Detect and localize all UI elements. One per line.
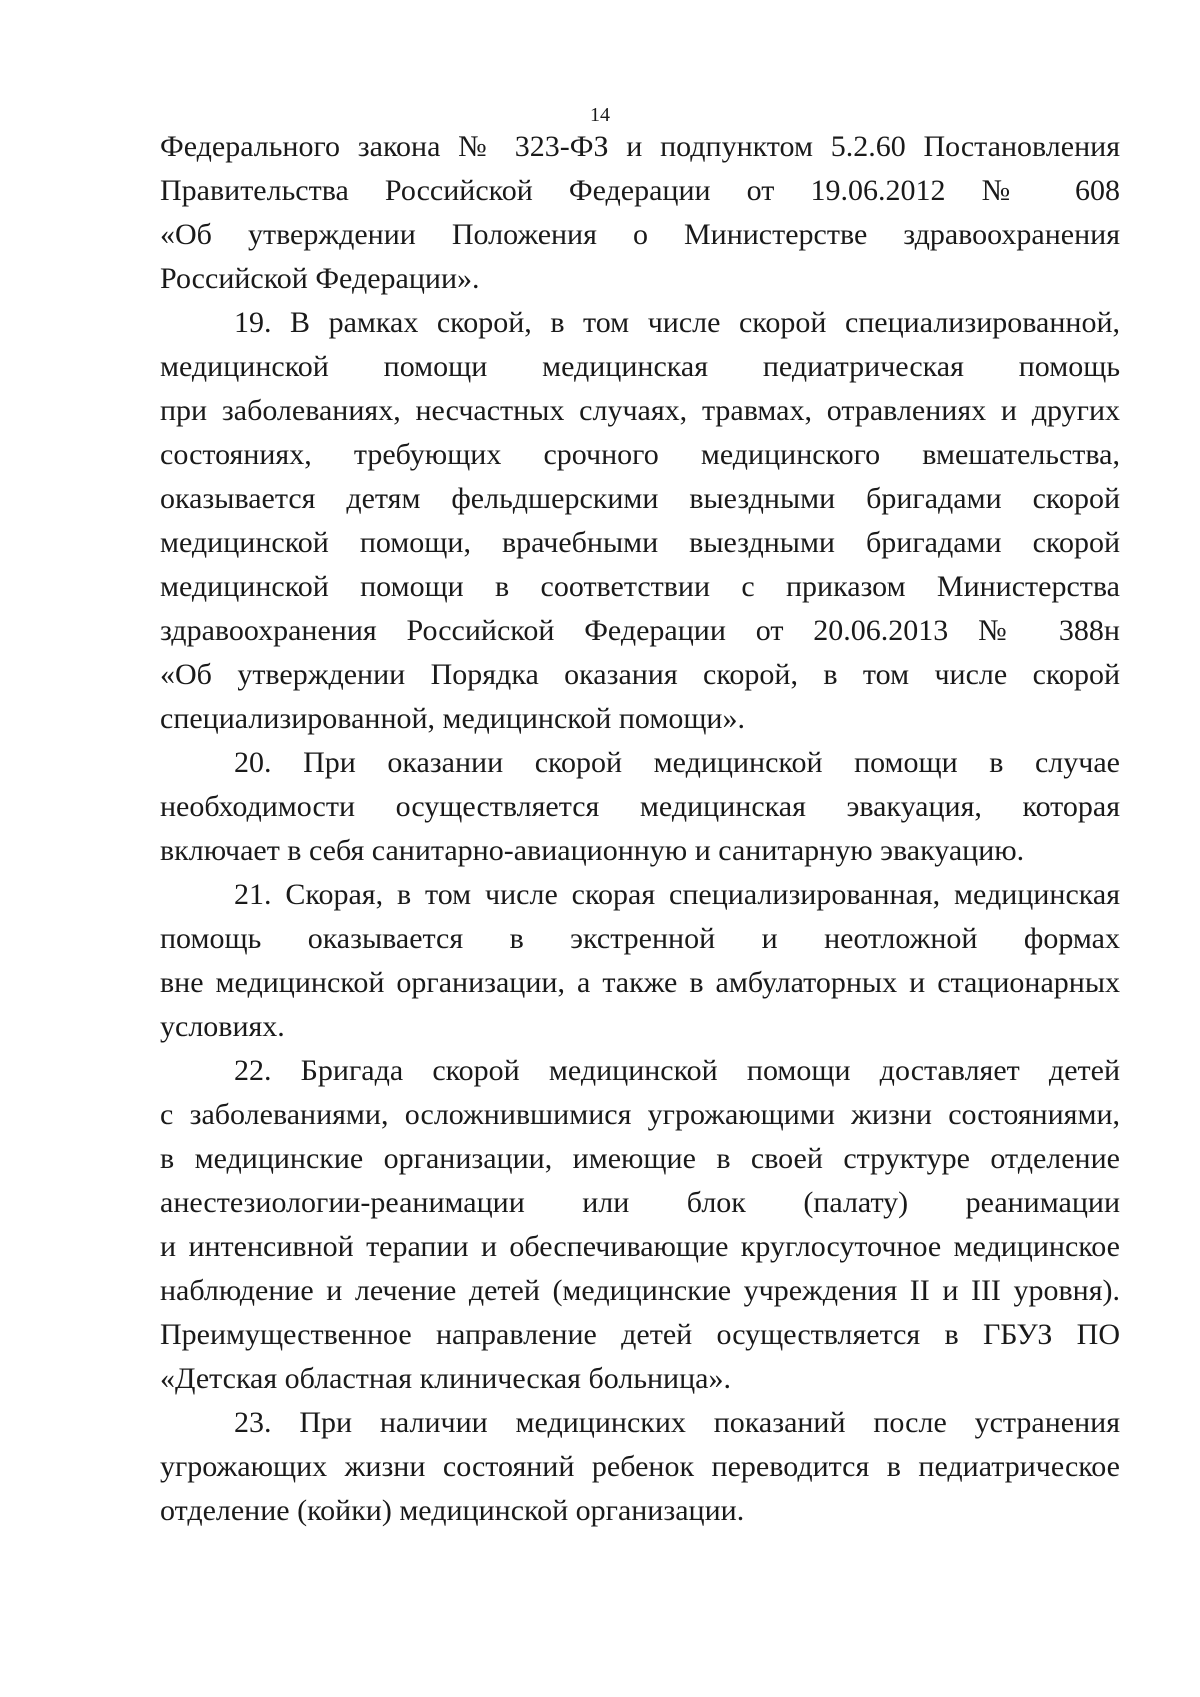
text-line: 21. Скорая, в том числе скорая специализированная, медицинская bbox=[234, 878, 1120, 911]
text-line: Правительства Российской Федерации от 19.06.2012 № 608 bbox=[160, 174, 1120, 207]
text-line: с заболеваниями, осложнившимися угрожающими жизни состояниями, bbox=[160, 1098, 1120, 1131]
paragraph-p-cont bbox=[160, 125, 1120, 301]
text-line: отделение (койки) медицинской организации. bbox=[160, 1494, 745, 1527]
text-line: Федерального закона № 323-ФЗ и подпунктом 5.2.60 Постановления bbox=[160, 130, 1120, 163]
text-line: условиях. bbox=[160, 1010, 285, 1043]
page-number: 14 bbox=[590, 104, 610, 126]
paragraph-p-19 bbox=[160, 301, 1120, 741]
text-line: и интенсивной терапии и обеспечивающие круглосуточное медицинское bbox=[160, 1230, 1120, 1263]
text-line: «Об утверждении Положения о Министерстве здравоохранения bbox=[160, 218, 1120, 251]
paragraph-p-21 bbox=[160, 873, 1120, 1049]
text-line: 23. При наличии медицинских показаний после устранения bbox=[234, 1406, 1120, 1439]
text-line: необходимости осуществляется медицинская эвакуация, которая bbox=[160, 790, 1120, 823]
paragraph-p-22 bbox=[160, 1049, 1120, 1401]
paragraph-p-23 bbox=[160, 1401, 1120, 1533]
text-line: помощь оказывается в экстренной и неотложной формах bbox=[160, 922, 1120, 955]
text-line: специализированной, медицинской помощи». bbox=[160, 702, 745, 735]
text-line: 22. Бригада скорой медицинской помощи доставляет детей bbox=[234, 1054, 1120, 1087]
text-line: «Об утверждении Порядка оказания скорой, в том числе скорой bbox=[160, 658, 1120, 691]
text-line: наблюдение и лечение детей (медицинские учреждения II и III уровня). bbox=[160, 1274, 1120, 1307]
text-line: медицинской помощи в соответствии с приказом Министерства bbox=[160, 570, 1120, 603]
document-body bbox=[160, 125, 1120, 1533]
text-line: анестезиологии-реанимации или блок (палату) реанимации bbox=[160, 1186, 1120, 1219]
text-line: в медицинские организации, имеющие в своей структуре отделение bbox=[160, 1142, 1120, 1175]
paragraph-p-20 bbox=[160, 741, 1120, 873]
text-line: 19. В рамках скорой, в том числе скорой специализированной, bbox=[234, 306, 1120, 339]
text-line: угрожающих жизни состояний ребенок переводится в педиатрическое bbox=[160, 1450, 1120, 1483]
text-line: Преимущественное направление детей осуществляется в ГБУЗ ПО bbox=[160, 1318, 1120, 1351]
text-line: при заболеваниях, несчастных случаях, травмах, отравлениях и других bbox=[160, 394, 1120, 427]
text-line: здравоохранения Российской Федерации от 20.06.2013 № 388н bbox=[160, 614, 1120, 647]
text-line: «Детская областная клиническая больница». bbox=[160, 1362, 731, 1395]
text-line: 20. При оказании скорой медицинской помощи в случае bbox=[234, 746, 1120, 779]
text-line: медицинской помощи, врачебными выездными бригадами скорой bbox=[160, 526, 1120, 559]
text-line: включает в себя санитарно-авиационную и санитарную эвакуацию. bbox=[160, 834, 1025, 867]
text-line: состояниях, требующих срочного медицинского вмешательства, bbox=[160, 438, 1120, 471]
text-line: медицинской помощи медицинская педиатрическая помощь bbox=[160, 350, 1120, 383]
text-line: Российской Федерации». bbox=[160, 262, 480, 295]
text-line: оказывается детям фельдшерскими выездными бригадами скорой bbox=[160, 482, 1120, 515]
text-line: вне медицинской организации, а также в амбулаторных и стационарных bbox=[160, 966, 1120, 999]
